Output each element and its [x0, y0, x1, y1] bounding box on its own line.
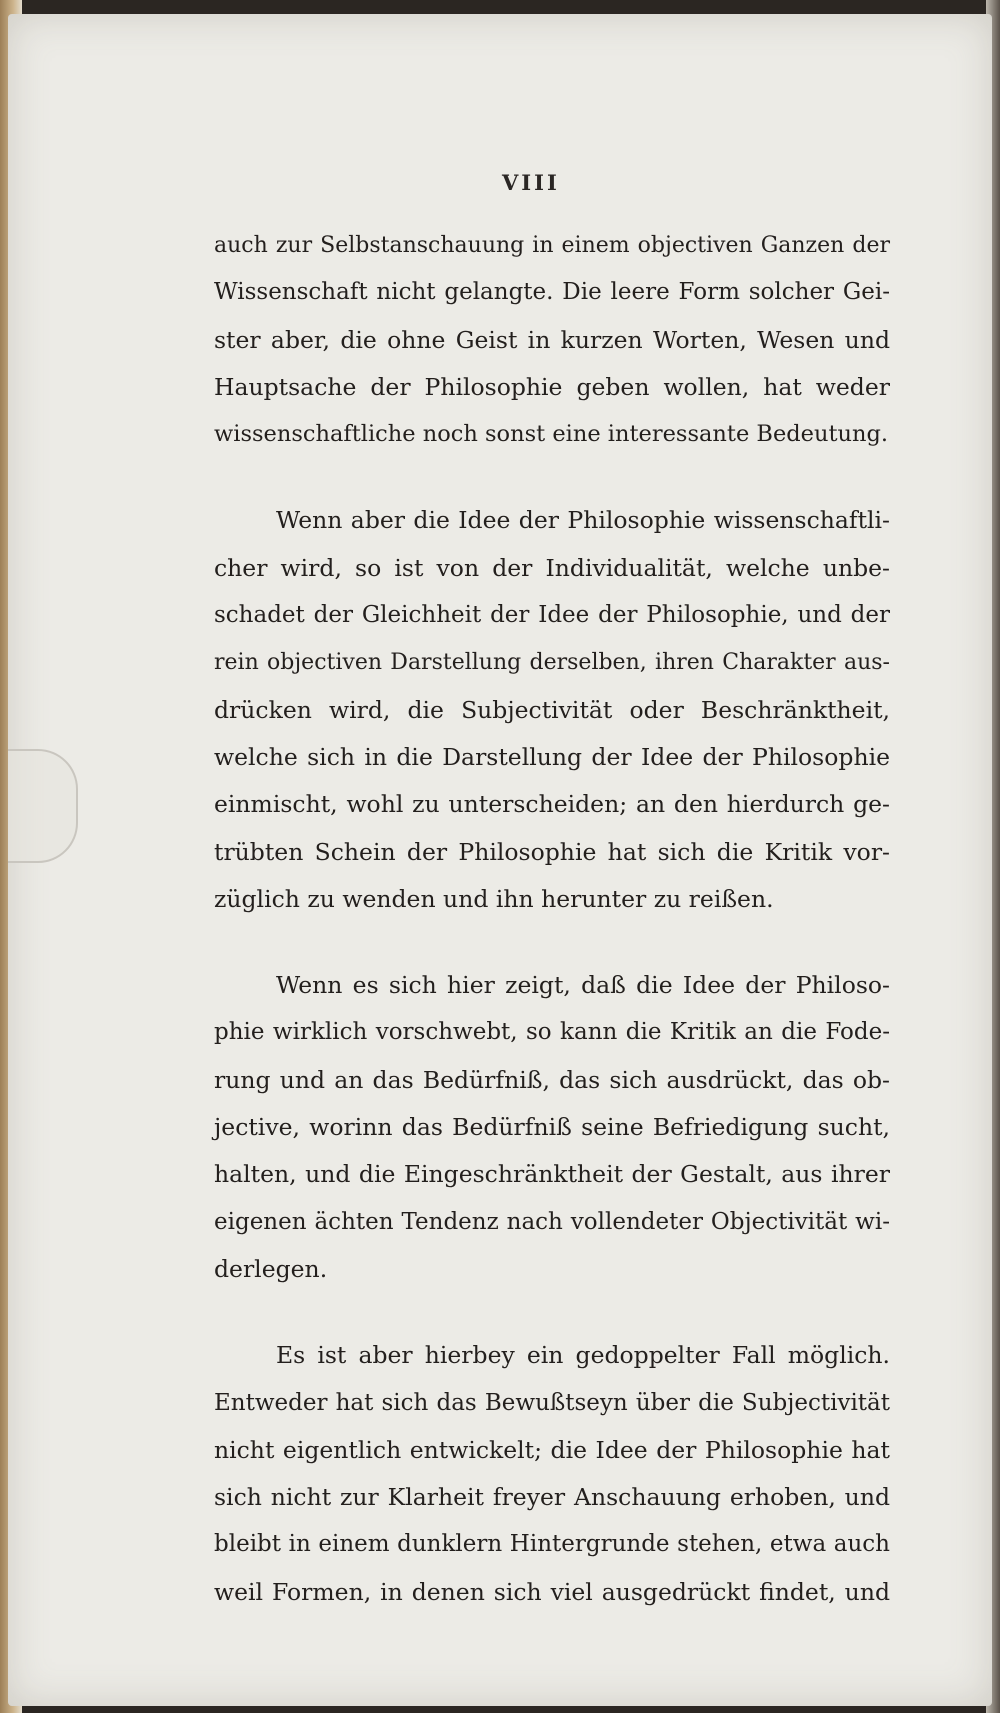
paragraph-gap — [214, 1293, 890, 1332]
text-line: halten, und die Eingeschränktheit der Gestalt, aus ihrer — [214, 1160, 890, 1189]
text-line: Entweder hat sich das Bewußtseyn über die Subjectivität — [214, 1389, 890, 1416]
page-text — [214, 222, 890, 1616]
text-line: weil Formen, in denen sich viel ausgedrückt findet, und — [214, 1577, 890, 1606]
text-line: wissenschaftliche noch sonst eine interessante Bedeutung. — [214, 421, 889, 448]
text-line: Hauptsache der Philosophie geben wollen, hat weder — [214, 372, 890, 401]
text-line: einmischt, wohl zu unterscheiden; an den hierdurch ge- — [214, 790, 890, 819]
text-line: bleibt in einem dunklern Hintergrunde stehen, etwa auch — [214, 1531, 890, 1558]
text-line: cher wird, so ist von der Individualität, welche unbe- — [214, 553, 890, 582]
paragraph-1 — [214, 222, 890, 458]
page-number: VIII — [502, 170, 560, 195]
text-line: trübten Schein der Philosophie hat sich die Kritik vor- — [214, 837, 890, 866]
text-line: ster aber, die ohne Geist in kurzen Worten, Wesen und — [214, 325, 890, 354]
text-line: nicht eigentlich entwickelt; die Idee der Philosophie hat — [214, 1435, 890, 1464]
text-line: jective, worinn das Bedürfniß seine Befriedigung sucht, — [214, 1113, 890, 1142]
text-line: drücken wird, die Subjectivität oder Beschränktheit, — [214, 695, 890, 724]
paragraph-gap — [214, 923, 890, 962]
text-line: Es ist aber hierbey ein gedoppelter Fall möglich. — [276, 1341, 890, 1370]
text-line: schadet der Gleichheit der Idee der Philosophie, und der — [214, 602, 890, 629]
text-line: Wissenschaft nicht gelangte. Die leere Form solcher Gei- — [214, 279, 890, 306]
text-line: derlegen. — [214, 1254, 328, 1283]
paragraph-4 — [214, 1332, 890, 1616]
text-line: auch zur Selbstanschauung in einem objectiven Ganzen der — [214, 233, 890, 258]
text-line: eigenen ächten Tendenz nach vollendeter Objectivität wi- — [214, 1208, 890, 1235]
text-line: rung und an das Bedürfniß, das sich ausdrückt, das ob- — [214, 1065, 890, 1094]
paragraph-gap — [214, 458, 890, 497]
text-line: welche sich in die Darstellung der Idee der Philosophie — [214, 742, 890, 771]
paragraph-2 — [214, 497, 890, 923]
bookmark-tab — [8, 749, 78, 863]
text-line: Wenn es sich hier zeigt, daß die Idee der Philoso- — [276, 971, 890, 1000]
text-line: züglich zu wenden und ihn herunter zu reißen. — [214, 884, 774, 913]
text-line: Wenn aber die Idee der Philosophie wissenschaftli- — [276, 506, 890, 535]
text-line: phie wirklich vorschwebt, so kann die Kritik an die Fode- — [214, 1019, 890, 1046]
paragraph-3 — [214, 962, 890, 1293]
text-line: sich nicht zur Klarheit freyer Anschauung erhoben, und — [214, 1483, 890, 1512]
text-line: rein objectiven Darstellung derselben, ihren Charakter aus- — [214, 650, 890, 676]
